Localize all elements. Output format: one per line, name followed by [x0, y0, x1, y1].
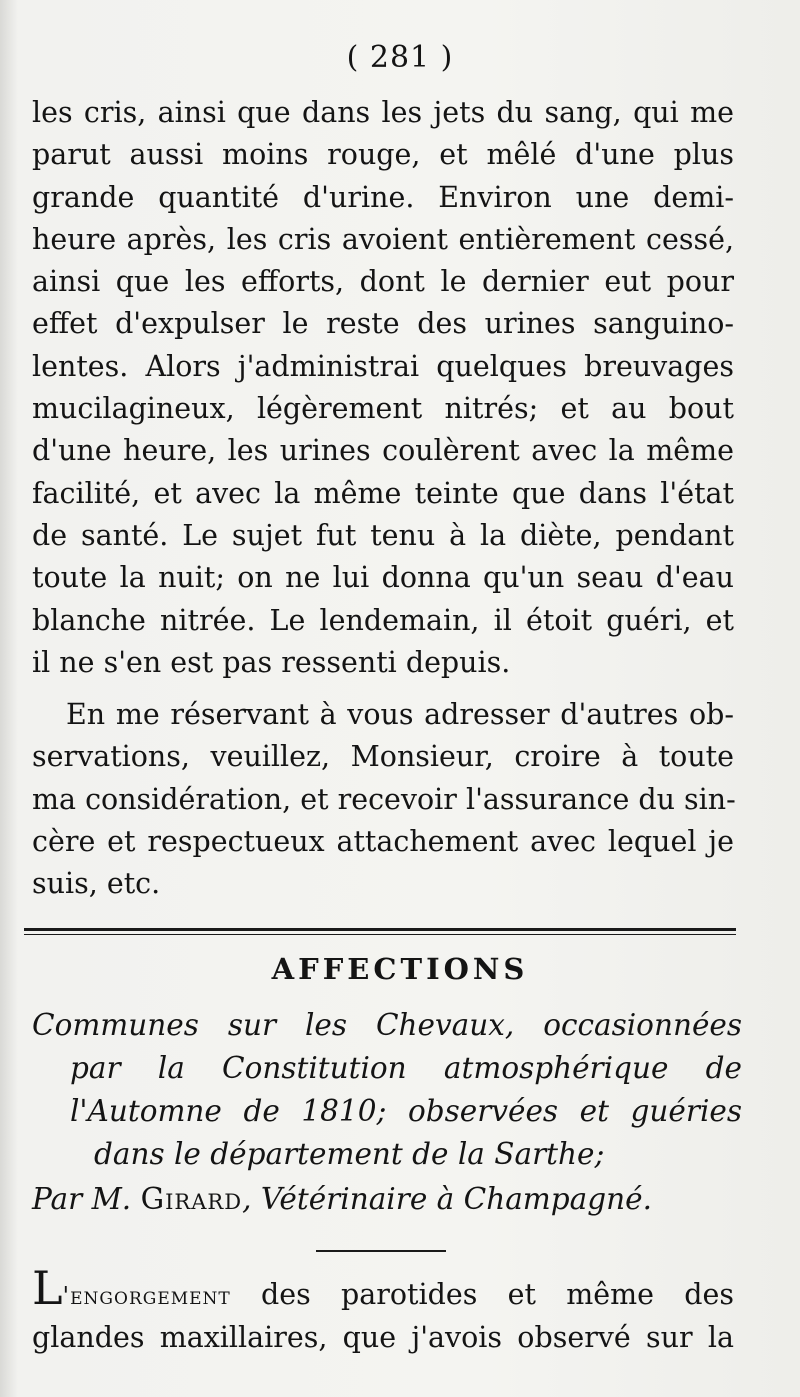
author-byline: [32, 1182, 742, 1216]
text-line: il ne s'en est pas ressenti depuis.: [32, 645, 511, 679]
text-line: ma considération, et recevoir l'assurance du sin-: [32, 782, 736, 816]
short-divider: [316, 1250, 446, 1252]
text-line: cère et respectueux attachement avec lequel je: [32, 824, 734, 858]
text-line: lentes. Alors j'administrai quelques breuvages: [32, 349, 734, 383]
article-title: AFFECTIONS: [271, 952, 529, 986]
subtitle-line: l'Automne de 1810; observées et guéries: [70, 1094, 742, 1128]
text-line: mucilagineux, légèrement nitrés; et au bout: [32, 392, 734, 426]
text-line: servations, veuillez, Monsieur, croire à toute: [32, 740, 734, 774]
drop-cap: L: [32, 1261, 63, 1315]
text-line: toute la nuit; on ne lui donna qu'un seau d'eau: [32, 561, 734, 595]
text-line: grande quantité d'urine. Environ une demi-: [32, 180, 734, 214]
text-line: effet d'expulser le reste des urines sanguino-: [32, 307, 734, 341]
author-name: Girard: [140, 1182, 243, 1216]
section-divider: [24, 928, 736, 935]
text-line: d'une heure, les urines coulèrent avec la même: [32, 434, 734, 468]
text-line: de santé. Le sujet fut tenu à la diète, pendant: [32, 518, 734, 552]
byline-suffix: , Vétérinaire à Champagné.: [242, 1182, 652, 1216]
text-line: glandes maxillaires, que j'avois observé sur la: [32, 1321, 734, 1355]
subtitle-line: dans le département de la Sarthe;: [94, 1137, 605, 1171]
subtitle-line: par la Constitution atmosphérique de: [70, 1051, 742, 1085]
smallcaps-word: 'engorgement: [62, 1282, 231, 1310]
paragraph-2: [32, 694, 734, 905]
subtitle-line: Communes sur les Chevaux, occasionnées: [32, 1008, 742, 1042]
text-line: facilité, et avec la même teinte que dans l'état: [32, 476, 734, 510]
article-subtitle: [32, 1004, 742, 1176]
paragraph-1: [32, 92, 734, 684]
text-line: parut aussi moins rouge, et mêlé d'une plus: [32, 138, 734, 172]
paragraph-3: [32, 1261, 734, 1360]
text-line: ainsi que les efforts, dont le dernier eut pour: [32, 265, 734, 299]
byline-prefix: Par M.: [32, 1182, 141, 1216]
text-line: En me réservant à vous adresser d'autres ob-: [66, 698, 734, 731]
text-line: [32, 1261, 734, 1315]
text-line: blanche nitrée. Le lendemain, il étoit guéri, et: [32, 603, 734, 637]
text-line: les cris, ainsi que dans les jets du sang, qui me: [32, 96, 734, 129]
text-fragment: des parotides et même des: [230, 1278, 734, 1311]
page-number: ( 281 ): [346, 40, 454, 75]
text-line: heure après, les cris avoient entièrement cessé,: [32, 222, 734, 256]
text-line: suis, etc.: [32, 867, 161, 901]
